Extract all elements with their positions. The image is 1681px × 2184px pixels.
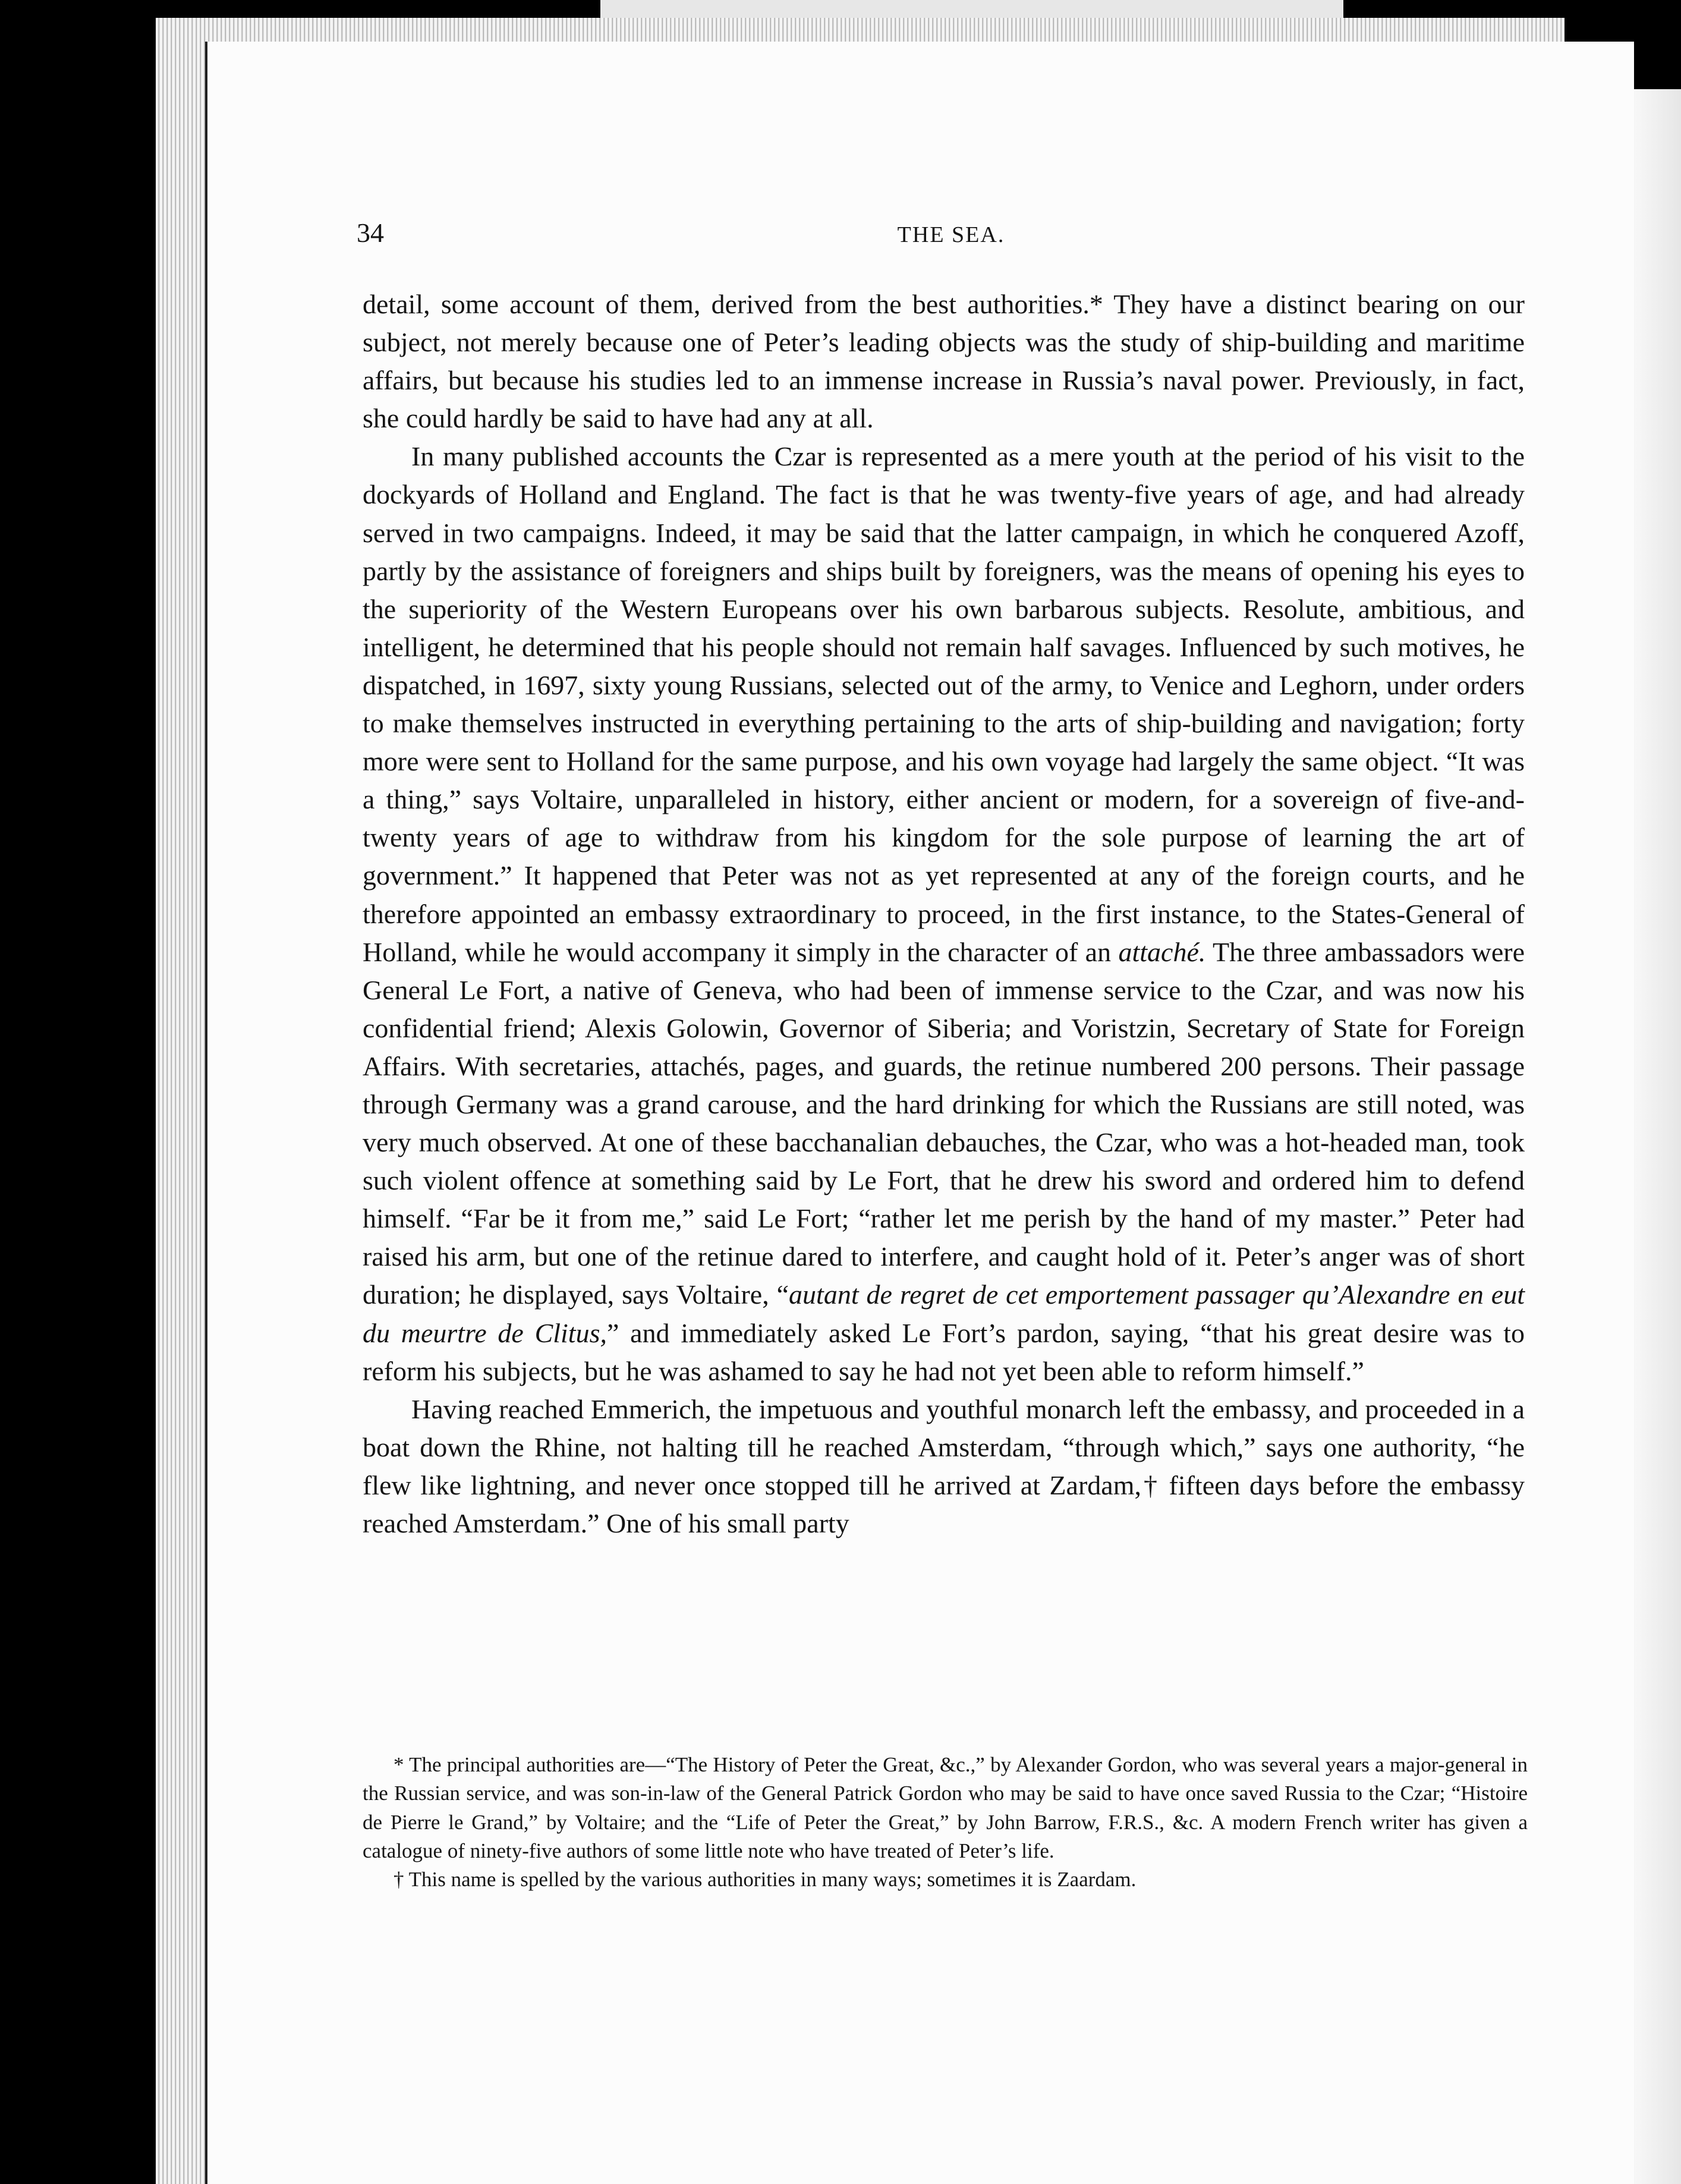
italic-french-quote: autant de regret de cet emportement passager qu’Alexandre en eut du meurtre de Clitus, bbox=[363, 1279, 1525, 1348]
paragraph-2-text-b: The three ambassadors were General Le Fort, a native of Geneva, who had been of immense service to the Czar, and was now his confidential friend; Alexis Golowin, Governor of Siberia; and Voristzin, Secretary of State for Foreign Affairs. With secretaries, attachés, pages, and guards, the retinue numbered 200 persons. Their passage through Germany was a grand carouse, and the hard drinking for which the Russians are still noted, was very much observed. At one of these bacchanalian debauches, the Czar, who was a hot-headed man, took such violent offence at something said by Le Fort, that he drew his sword and ordered him to defend himself. “Far be it from me,” said Le Fort; “rather let me perish by the hand of my master.” Peter had raised his arm, but one of the retinue dared to interfere, and caught hold of it. Peter’s anger was of short duration; he displayed, says Voltaire, “ bbox=[363, 936, 1525, 1310]
paragraph-2-text-c: ” and immediately asked Le Fort’s pardon, saying, “that his great desire was to reform his subjects, but he was ashamed to say he had not yet been able to reform himself.” bbox=[363, 1317, 1525, 1386]
running-title: THE SEA. bbox=[897, 222, 1005, 247]
italic-attache: attaché. bbox=[1118, 936, 1206, 967]
body-text bbox=[363, 285, 1525, 1543]
footnotes bbox=[363, 1751, 1528, 1894]
page-number: 34 bbox=[357, 218, 384, 248]
footnote-2: † This name is spelled by the various authorities in many ways; sometimes it is Zaardam. bbox=[394, 1868, 1137, 1892]
footnote-1: * The principal authorities are—“The History of Peter the Great, &c.,” by Alexander Gordon, who was several years a major-general in the Russian service, and was son-in-law of the General Patrick Gordon who may be said to have once saved Russia to the Czar; “Histoire de Pierre le Grand,” by Voltaire; and the “Life of Peter the Great,” by John Barrow, F.R.S., &c. A modern French writer has given a catalogue of ninety-five authors of some little note who have treated of Peter’s life. bbox=[363, 1753, 1528, 1862]
paragraph-2-text-a: In many published accounts the Czar is represented as a mere youth at the period of his visit to the dockyards of Holland and England. The fact is that he was twenty-five years of age, and had already served in two campaigns. Indeed, it may be said that the latter campaign, in which he conquered Azoff, partly by the assistance of foreigners and ships built by foreigners, was the means of opening his eyes to the superiority of the Western Europeans over his own barbarous subjects. Resolute, ambitious, and intelligent, he determined that his people should not remain half savages. Influenced by such motives, he dispatched, in 1697, sixty young Russians, selected out of the army, to Venice and Leghorn, under orders to make themselves instructed in everything pertaining to the arts of ship-building and navigation; forty more were sent to Holland for the same purpose, and his own voyage had largely the same object. “It was a thing,” says Voltaire, unparalleled in history, either ancient or modern, for a sovereign of five-and-twenty years of age to withdraw from his kingdom for the sole purpose of learning the art of government.” It happened that Peter was not as yet represented at any of the foreign courts, and he therefore appointed an embassy extraordinary to proceed, in the first instance, to the States-General of Holland, while he would accompany it simply in the character of an bbox=[363, 441, 1525, 967]
page-header bbox=[357, 211, 1522, 253]
paragraph-2 bbox=[363, 438, 1525, 1390]
paragraph-1: detail, some account of them, derived from the best authorities.* They have a distinct bearing on our subject, not merely because one of Peter’s leading objects was the study of ship-building and maritime affairs, but because his studies led to an immense increase in Russia’s naval power. Previously, in fact, she could hardly be said to have had any at all. bbox=[363, 289, 1525, 434]
paragraph-3: Having reached Emmerich, the impetuous and youthful monarch left the embassy, and proceeded in a boat down the Rhine, not halting till he reached Amsterdam, “through which,” says one authority, “he flew like lightning, and never once stopped till he arrived at Zardam,† fifteen days before the embassy reached Amsterdam.” One of his small party bbox=[363, 1393, 1525, 1538]
